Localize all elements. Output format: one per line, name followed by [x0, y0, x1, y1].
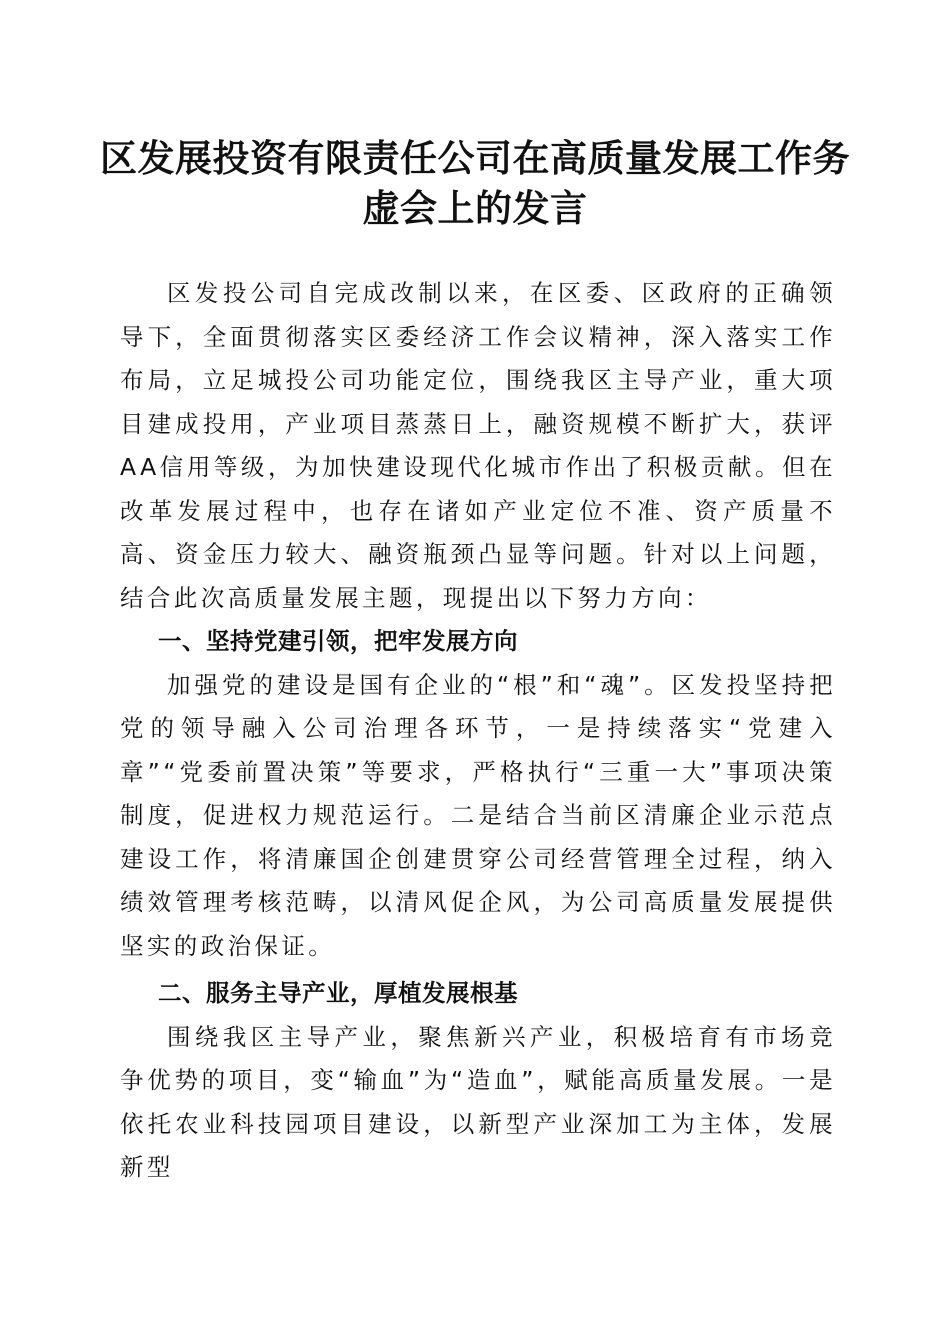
section-1-heading: 一、坚持党建引领，把牢发展方向: [158, 627, 518, 655]
section-1-paragraph: 加强党的建设是国有企业的“根”和“魂”。区发投坚持把党的领导融入公司治理各环节，一是持续落实“党建入章”“党委前置决策”等要求，严格执行“三重一大”事项决策制度，促进权力规范运行。二是结合当前区清廉企业示范点建设工作，将清廉国企创建贯穿公司经营管理全过程，纳入绩效管理考核范畴，以清风促企风，为公司高质量发展提供坚实的政治保证。: [120, 670, 836, 960]
section-2-paragraph: 围绕我区主导产业，聚焦新兴产业，积极培育有市场竞争优势的项目，变“输血”为“造血”，赋能高质量发展。一是依托农业科技园项目建设，以新型产业深加工为主体，发展新型: [120, 1022, 836, 1181]
document-title-line-2: 虚会上的发言: [362, 186, 588, 230]
intro-paragraph: 区发投公司自完成改制以来，在区委、区政府的正确领导下，全面贯彻落实区委经济工作会议精神，深入落实工作布局，立足城投公司功能定位，围绕我区主导产业，重大项目建成投用，产业项目蒸蒸日上，融资规模不断扩大，获评AA信用等级，为加快建设现代化城市作出了积极贡献。但在改革发展过程中，也存在诸如产业定位不准、资产质量不高、资金压力较大、融资瓶颈凸显等问题。针对以上问题，结合此次高质量发展主题，现提出以下努力方向：: [120, 279, 836, 612]
document-body: [120, 272, 836, 1190]
document-title-line-1: 区发展投资有限责任公司在高质量发展工作务: [100, 136, 850, 180]
section-2-heading: 二、服务主导产业，厚植发展根基: [158, 979, 518, 1007]
